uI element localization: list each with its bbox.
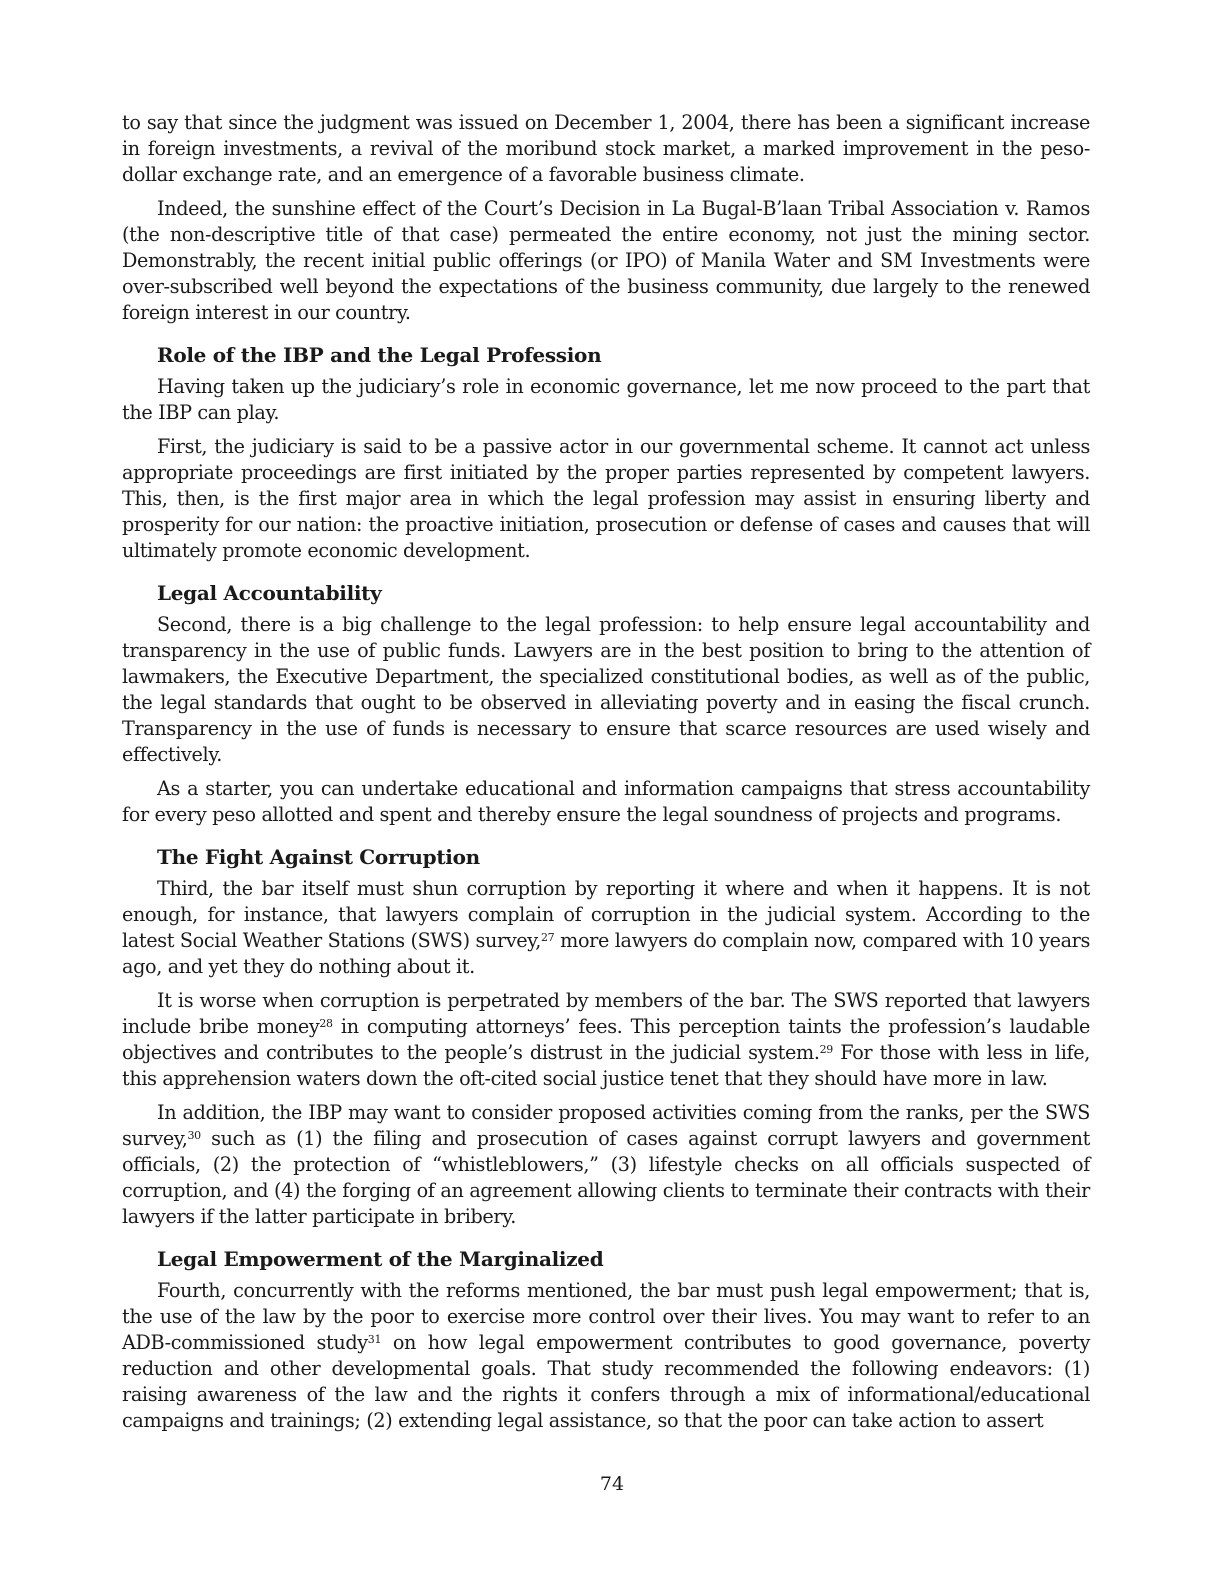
- paragraph: Having taken up the judiciary’s role in economic governance, let me now proceed to the part that the IBP can play.: [122, 375, 1090, 424]
- paragraph: [122, 876, 1090, 980]
- section-heading: Role of the IBP and the Legal Profession: [157, 343, 602, 367]
- footnote-ref: 31: [367, 1333, 382, 1346]
- paragraph: Second, there is a big challenge to the legal profession: to help ensure legal accountability and transparency in the use of public funds. Lawyers are in the best position to bring to the attention of lawmakers, the Executive Department, the specialized constitutional bodies, as well as of the public, the legal standards that ought to be observed in alleviating poverty and in easing the fiscal crunch. Transparency in the use of funds is necessary to ensure that scarce resources are used wisely and effectively.: [122, 613, 1090, 766]
- document-page: [122, 110, 1090, 1442]
- paragraph-text: In addition, the IBP may want to consider proposed activities coming from the ranks, per the SWS survey,: [122, 1101, 1090, 1150]
- footnote-ref: 27: [541, 931, 555, 944]
- paragraph-text: Third, the bar itself must shun corruption by reporting it where and when it happens. It is not enough, for instance, that lawyers complain of corruption in the judicial system. According to the latest Social Weather Stations (SWS) survey,: [122, 877, 1090, 952]
- section-heading: Legal Accountability: [157, 581, 382, 605]
- footnote-ref: 30: [187, 1129, 201, 1142]
- paragraph-text: such as (1) the filing and prosecution of cases against corrupt lawyers and government officials, (2) the protection of “whistleblowers,” (3) lifestyle checks on all officials suspected of corruption, and (4) the forging of an agreement allowing clients to terminate their contracts with their lawyers if the latter participate in bribery.: [122, 1127, 1090, 1228]
- paragraph-text: It is worse when corruption is perpetrated by members of the bar. The SWS reported that lawyers include bribe money: [122, 989, 1090, 1038]
- paragraph: Indeed, the sunshine effect of the Court’s Decision in La Bugal-B’laan Tribal Association v. Ramos (the non-descriptive title of that case) permeated the entire economy, not just the mining sector. Demonstrably, the recent initial public offerings (or IPO) of Manila Water and SM Investments were over-subscribed well beyond the expectations of the business community, due largely to the renewed foreign interest in our country.: [122, 197, 1090, 324]
- paragraph-text: more lawyers do complain now, compared with 10 years ago, and yet they do nothing about it.: [122, 929, 1090, 978]
- paragraph: [122, 1100, 1090, 1230]
- paragraph-text: For those with less in life, this apprehension waters down the oft-cited social justice tenet that they should have more in law.: [122, 1041, 1090, 1090]
- paragraph: [122, 988, 1090, 1092]
- paragraph: to say that since the judgment was issued on December 1, 2004, there has been a significant increase in foreign investments, a revival of the moribund stock market, a marked improvement in the peso-dollar exchange rate, and an emergence of a favorable business climate.: [122, 111, 1090, 186]
- footnote-ref: 29: [819, 1043, 833, 1056]
- paragraph-text: Fourth, concurrently with the reforms mentioned, the bar must push legal empowerment; that is, the use of the law by the poor to exercise more control over their lives. You may want to refer to an ADB-commissioned study: [122, 1279, 1090, 1354]
- paragraph: First, the judiciary is said to be a passive actor in our governmental scheme. It cannot act unless appropriate proceedings are first initiated by the proper parties represented by competent lawyers. This, then, is the first major area in which the legal profession may assist in ensuring liberty and prosperity for our nation: the proactive initiation, prosecution or defense of cases and causes that will ultimately promote economic development.: [122, 435, 1090, 562]
- paragraph: As a starter, you can undertake educational and information campaigns that stress accountability for every peso allotted and spent and thereby ensure the legal soundness of projects and programs.: [122, 777, 1090, 826]
- paragraph: [122, 1278, 1090, 1434]
- paragraph-text: in computing attorneys’ fees. This perception taints the profession’s laudable objectives and contributes to the people’s distrust in the judicial system.: [122, 1015, 1090, 1064]
- page-number: 74: [599, 1473, 625, 1495]
- section-heading: Legal Empowerment of the Marginalized: [157, 1247, 604, 1271]
- footnote-ref: 28: [319, 1017, 333, 1030]
- paragraph-text: on how legal empowerment contributes to good governance, poverty reduction and other developmental goals. That study recommended the following endeavors: (1) raising awareness of the law and the rights it confers through a mix of informational/educational campaigns and trainings; (2) extending legal assistance, so that the poor can take action to assert: [122, 1331, 1090, 1432]
- section-heading: The Fight Against Corruption: [157, 845, 480, 869]
